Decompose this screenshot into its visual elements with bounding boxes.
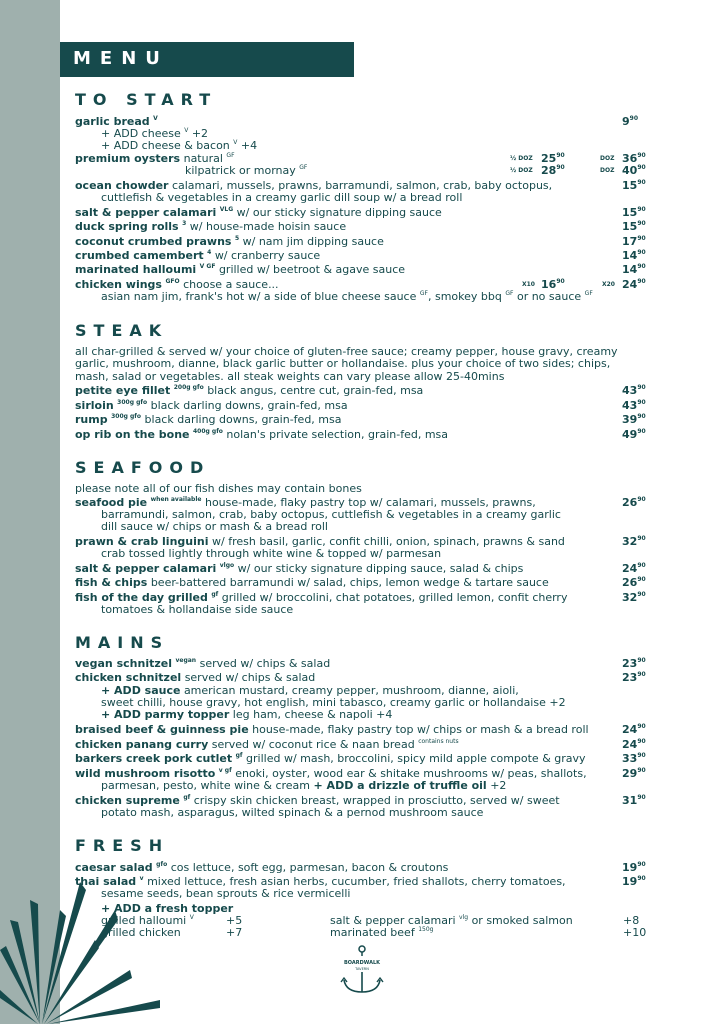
fish-chips-item: fish & chips beer-battered barramundi w/ salad, chips, lemon wedge & tartare sauce — [75, 576, 549, 589]
vegan-schnitzel-item: vegan schnitzel $^{vegan}$ served w/ chips & salad — [75, 657, 331, 670]
seafood-pie-desc-2: barramundi, salmon, crab, baby octopus, cuttlefish & vegetables in a creamy garlic — [101, 508, 561, 521]
wings-x10-price: $16^{90}$ — [541, 278, 565, 291]
steak-row: sirloin $^{300g gfo}$ black darling downs, grain-fed, msa — [75, 399, 348, 412]
topper-beef: marinated beef $^{150g}$ — [330, 926, 434, 939]
topper-calamari-salmon: salt & pepper calamari $^{vlg}$ or smoked salmon — [330, 914, 573, 927]
supreme-desc: potato mash, asparagus, wilted spinach & a pernod mushroom sauce — [101, 806, 484, 819]
section-title-mains: MAINS — [75, 633, 170, 652]
steak-row: op rib on the bone $^{400g gfo}$ nolan's private selection, grain-fed, msa — [75, 428, 449, 441]
caesar-price: $19^{90}$ — [622, 861, 646, 874]
chicken-sauces: sweet chilli, house gravy, hot english, mini tabasco, creamy garlic or hollandaise +2 — [101, 696, 566, 709]
topper-calamari-price: +8 — [623, 914, 640, 927]
wings-sauces: asian nam jim, frank's hot w/ a side of blue cheese sauce $^{GF}$, smokey bbq $^{GF}$ or no sauce $^{GF}$ — [101, 290, 593, 303]
garlic-add-cheese: + ADD cheese $^V$ +2 — [101, 127, 209, 140]
halloumi-price: $14^{90}$ — [622, 263, 646, 276]
wings-x10-label: X10 — [522, 281, 535, 288]
camembert-item: crumbed camembert $^4$ w/ cranberry sauce — [75, 249, 321, 262]
steak-price: $43^{90}$ — [622, 384, 646, 397]
fish-of-day-price: $32^{90}$ — [622, 591, 646, 604]
duck-price: $15^{90}$ — [622, 220, 646, 233]
steak-intro: all char-grilled & served w/ your choice of gluten-free sauce; creamy pepper, house gravy, creamy garlic, mushroom, dianne, black garlic butter or hollandaise. plus your choice of two sides; chips, mash, salad or vegetables. all steak weights can vary please allow 25-40mins — [75, 345, 618, 383]
risotto-price: $29^{90}$ — [622, 767, 646, 780]
calamari-start-price: $15^{90}$ — [622, 206, 646, 219]
calamari-start-item: salt & pepper calamari $^{VLG}$ w/ our sticky signature dipping sauce — [75, 206, 442, 219]
beef-pie-item: braised beef & guinness pie house-made, flaky pastry top w/ chips or mash & a bread roll — [75, 723, 589, 736]
oysters-doz-label-2: DOZ — [600, 167, 615, 174]
oysters-half-label: ½ DOZ — [510, 155, 533, 162]
garlic-bread-item: garlic bread $^V$ — [75, 115, 158, 128]
chicken-add-sauce: + ADD sauce american mustard, creamy pepper, mushroom, dianne, aioli, — [101, 684, 519, 697]
duck-item: duck spring rolls $^3$ w/ house-made hoisin sauce — [75, 220, 347, 233]
topper-chicken-price: +7 — [226, 926, 243, 939]
oysters-kil-doz-price: $40^{90}$ — [622, 164, 646, 177]
linguini-desc: crab tossed lightly through white wine & topped w/ parmesan — [101, 547, 442, 560]
caesar-item: caesar salad $^{gfo}$ cos lettuce, soft egg, parmesan, bacon & croutons — [75, 861, 449, 874]
section-title-steak: STEAK — [75, 321, 169, 340]
prawns-price: $17^{90}$ — [622, 235, 646, 248]
risotto-desc: parmesan, pesto, white wine & cream + ADD a drizzle of truffle oil +2 — [101, 779, 507, 792]
garlic-bread-price: $9^{90}$ — [622, 115, 639, 128]
garlic-add-cheese-bacon: + ADD cheese & bacon $^V$ +4 — [101, 139, 258, 152]
curry-item: chicken panang curry served w/ coconut rice & naan bread $^{contains nuts}$ — [75, 738, 459, 751]
section-title-to-start: TO START — [75, 90, 218, 109]
fish-chips-price: $26^{90}$ — [622, 576, 646, 589]
chicken-schnitzel-item: chicken schnitzel served w/ chips & salad — [75, 671, 316, 684]
wings-item: chicken wings $^{GFO}$ choose a sauce... — [75, 278, 279, 291]
thai-desc: sesame seeds, bean sprouts & rice vermicelli — [101, 887, 351, 900]
thai-price: $19^{90}$ — [622, 875, 646, 888]
linguini-price: $32^{90}$ — [622, 535, 646, 548]
wings-x20-price: $24^{90}$ — [622, 278, 646, 291]
chicken-schnitzel-price: $23^{90}$ — [622, 671, 646, 684]
oysters-doz-label: DOZ — [600, 155, 615, 162]
topper-halloumi-price: +5 — [226, 914, 243, 927]
section-title-seafood: SEAFOOD — [75, 458, 211, 477]
calamari-main-item: salt & pepper calamari $^{vlgo}$ w/ our sticky signature dipping sauce, salad & chips — [75, 562, 524, 575]
fish-of-day-item: fish of the day grilled $^{gf}$ grilled w/ broccolini, chat potatoes, grilled lemon, confit cherry — [75, 591, 568, 604]
steak-price: $39^{90}$ — [622, 413, 646, 426]
camembert-price: $14^{90}$ — [622, 249, 646, 262]
logo-line2: TAVERN — [355, 967, 369, 971]
beef-pie-price: $24^{90}$ — [622, 723, 646, 736]
steak-price: $49^{90}$ — [622, 428, 646, 441]
boardwalk-tavern-logo — [334, 944, 390, 996]
oysters-natural-doz-price: $36^{90}$ — [622, 152, 646, 165]
curry-price: $24^{90}$ — [622, 738, 646, 751]
seafood-pie-item: seafood pie $^{when available}$ house-made, flaky pastry top w/ calamari, mussels, prawns, — [75, 496, 536, 509]
chowder-price: $15^{90}$ — [622, 179, 646, 192]
fresh-topper-label: + ADD a fresh topper — [101, 902, 234, 915]
supreme-item: chicken supreme $^{gf}$ crispy skin chicken breast, wrapped in prosciutto, served w/ sweet — [75, 794, 560, 807]
risotto-item: wild mushroom risotto $^{v gf}$ enoki, oyster, wood ear & shitake mushrooms w/ peas, shallots, — [75, 767, 587, 780]
steak-row: rump $^{300g gfo}$ black darling downs, grain-fed, msa — [75, 413, 342, 426]
supreme-price: $31^{90}$ — [622, 794, 646, 807]
calamari-main-price: $24^{90}$ — [622, 562, 646, 575]
thai-item: thai salad $^v$ mixed lettuce, fresh asian herbs, cucumber, fried shallots, cherry tomatoes, — [75, 875, 566, 888]
topper-halloumi: grilled halloumi $^V$ — [101, 914, 194, 927]
oysters-kil-half-price: $28^{90}$ — [541, 164, 565, 177]
menu-title: MENU — [73, 48, 169, 69]
linguini-item: prawn & crab linguini w/ fresh basil, garlic, confit chilli, onion, spinach, prawns & sand — [75, 535, 565, 548]
chicken-add-parmy: + ADD parmy topper leg ham, cheese & napoli +4 — [101, 708, 393, 721]
topper-beef-price: +10 — [623, 926, 647, 939]
seafood-pie-price: $26^{90}$ — [622, 496, 646, 509]
steak-price: $43^{90}$ — [622, 399, 646, 412]
seafood-pie-desc-3: dill sauce w/ chips or mash & a bread roll — [101, 520, 328, 533]
vegan-schnitzel-price: $23^{90}$ — [622, 657, 646, 670]
section-title-fresh: FRESH — [75, 836, 170, 855]
chowder-item: ocean chowder calamari, mussels, prawns, barramundi, salmon, crab, baby octopus, — [75, 179, 553, 192]
seafood-note: please note all of our fish dishes may contain bones — [75, 482, 362, 495]
oysters-kilpatrick: kilpatrick or mornay $^{GF}$ — [185, 164, 308, 177]
halloumi-item: marinated halloumi $^{V GF}$ grilled w/ beetroot & agave sauce — [75, 263, 406, 276]
wings-x20-label: X20 — [602, 281, 615, 288]
oysters-natural-half-price: $25^{90}$ — [541, 152, 565, 165]
oysters-item: premium oysters natural $^{GF}$ — [75, 152, 235, 165]
steak-row: petite eye fillet $^{200g gfo}$ black angus, centre cut, grain-fed, msa — [75, 384, 424, 397]
logo-line1: BOARDWALK — [343, 960, 381, 966]
pork-price: $33^{90}$ — [622, 752, 646, 765]
topper-chicken: grilled chicken — [101, 926, 181, 939]
oysters-half-label-2: ½ DOZ — [510, 167, 533, 174]
fish-of-day-desc: tomatoes & hollandaise side sauce — [101, 603, 294, 616]
chowder-desc: cuttlefish & vegetables in a creamy garlic dill soup w/ a bread roll — [101, 191, 463, 204]
prawns-item: coconut crumbed prawns $^5$ w/ nam jim dipping sauce — [75, 235, 384, 248]
pork-item: barkers creek pork cutlet $^{gf}$ grilled w/ mash, broccolini, spicy mild apple compote & gravy — [75, 752, 586, 765]
